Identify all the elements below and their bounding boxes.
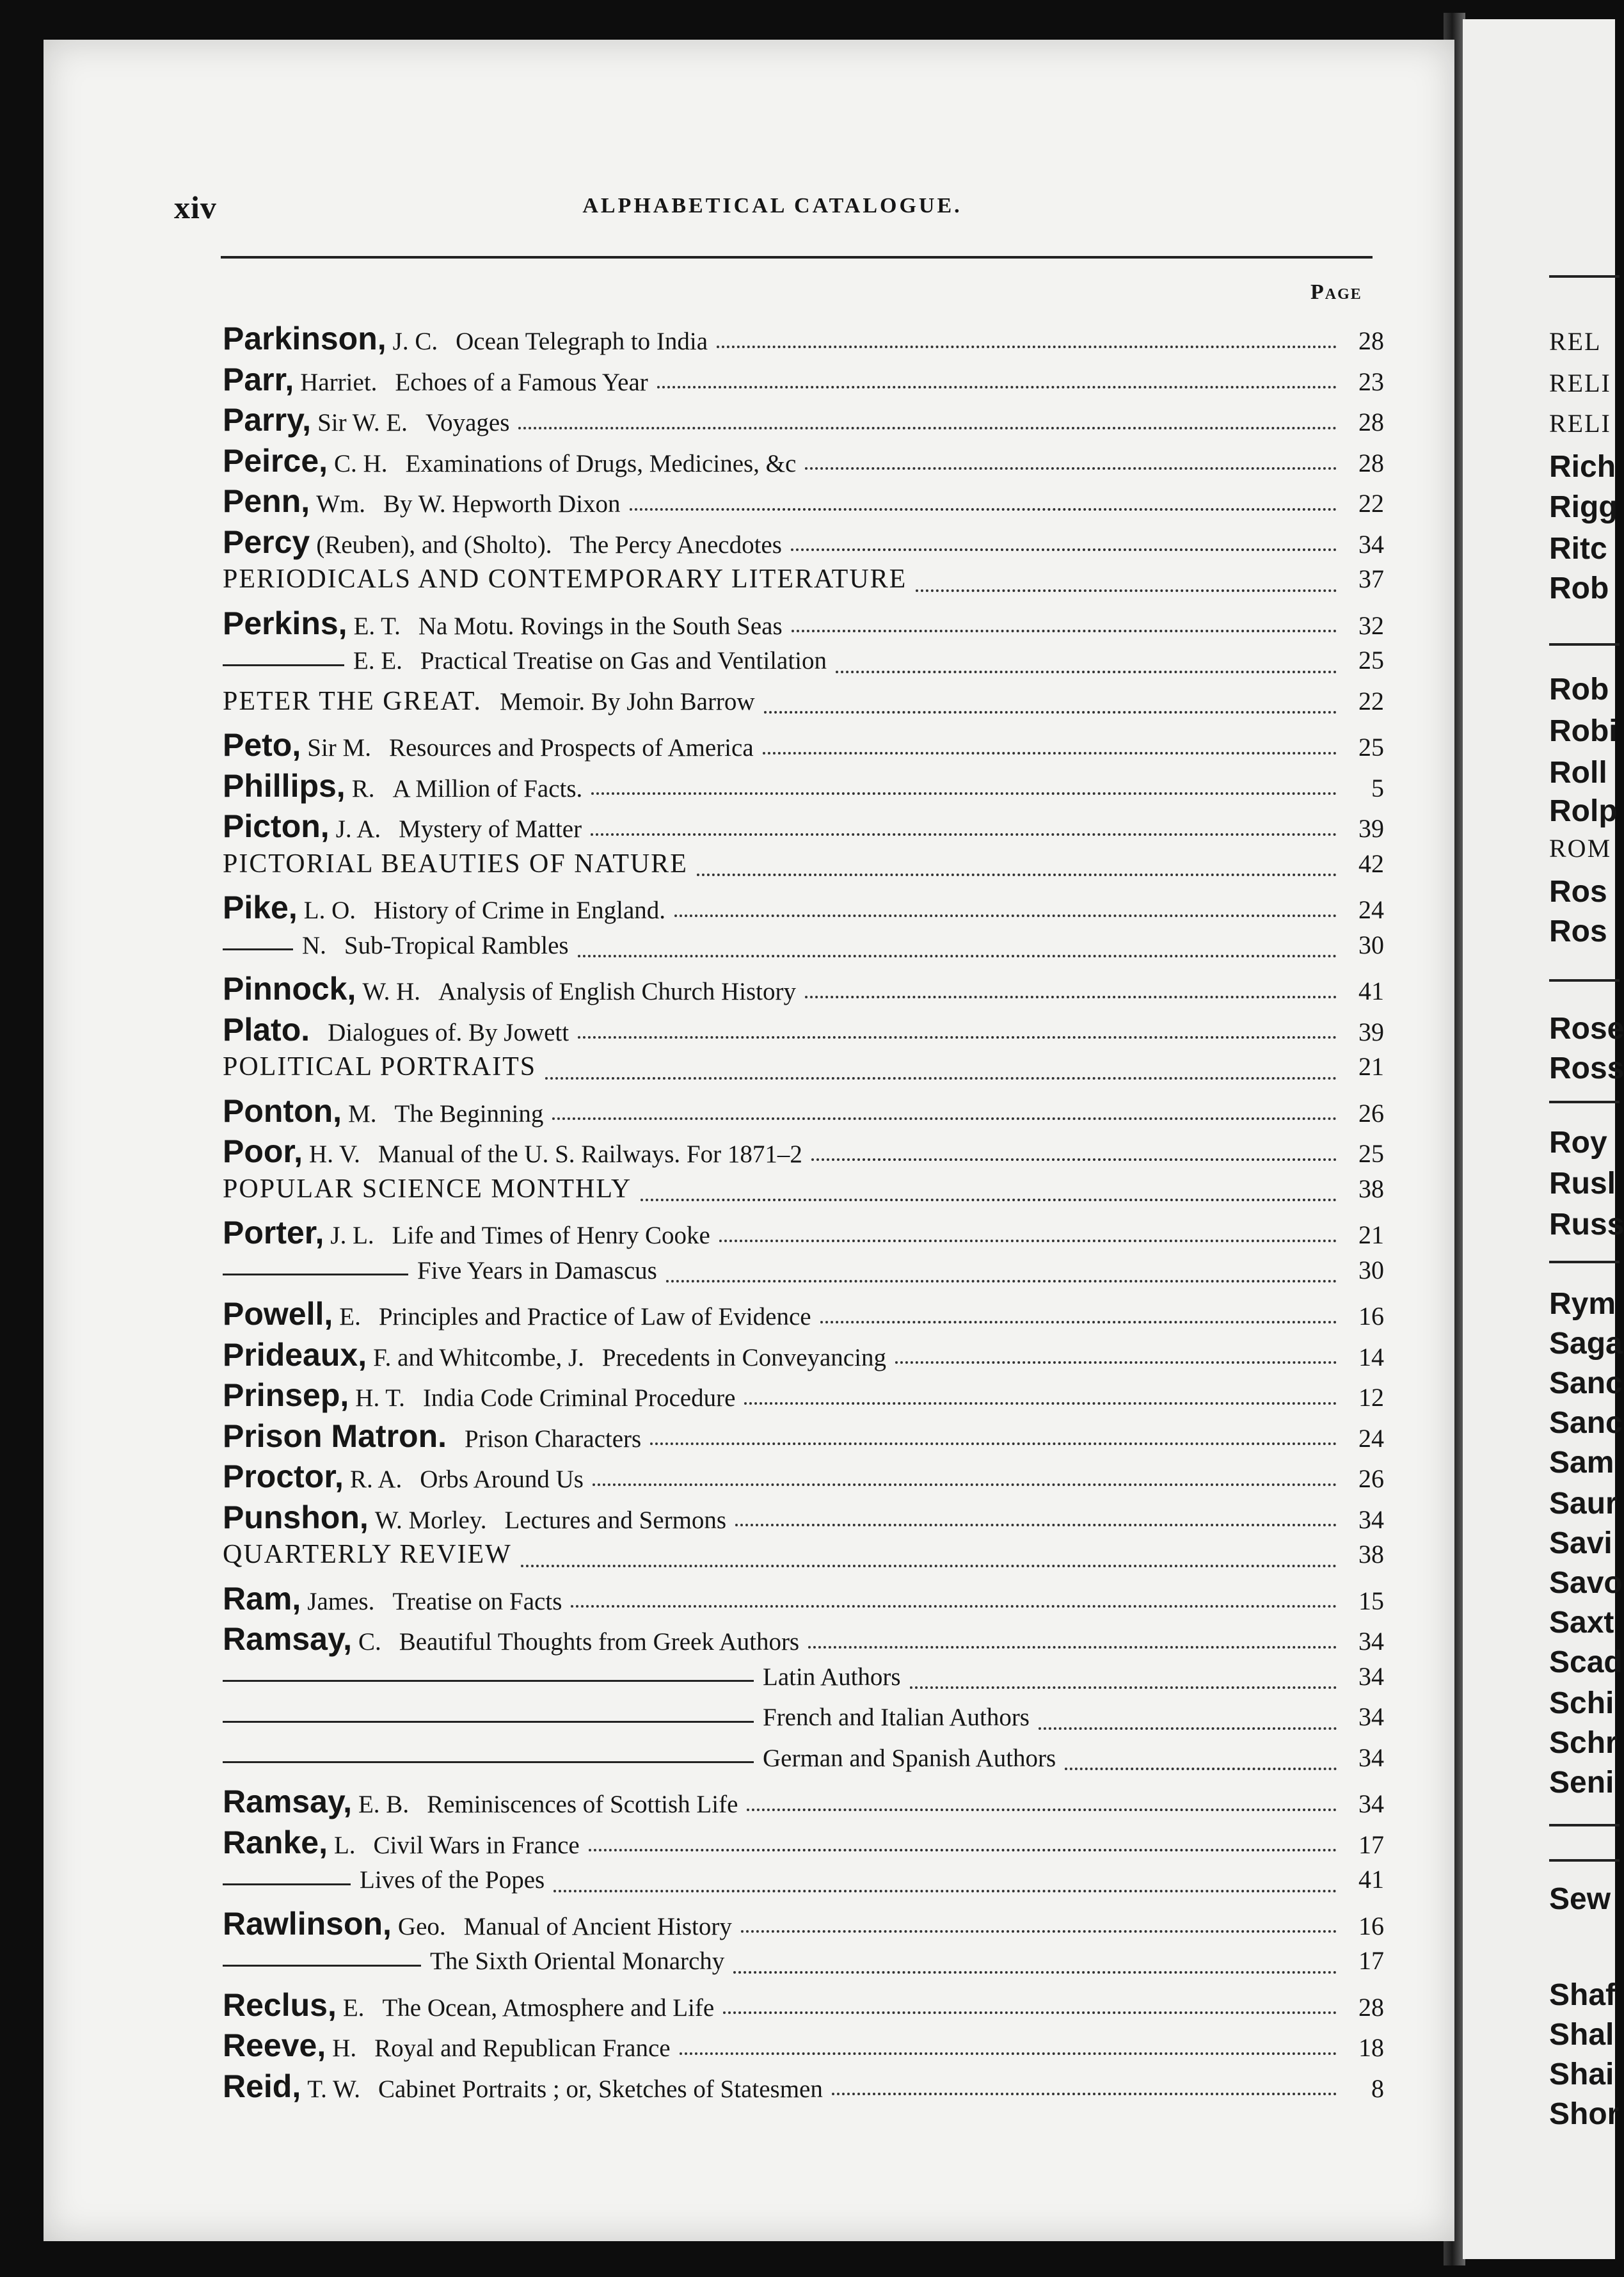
catalogue-entry [223,1620,1384,1660]
entry-page-number: 30 [1358,1255,1384,1284]
entry-given-name: L. [333,1831,356,1859]
facing-page-entry: Roll [1549,756,1607,790]
entry-page-number: 28 [1358,326,1384,355]
ditto-dash [223,1883,351,1885]
entry-title: Analysis of English Church History [438,978,796,1005]
dot-leader [589,1848,1337,1851]
entry-page-number: 25 [1358,1139,1384,1168]
entry-author: Percy [223,523,310,560]
entry-title: Five Years in Damascus [417,1256,657,1284]
dot-leader [836,670,1337,673]
facing-page-entry: Saga [1549,1327,1623,1361]
entry-page-number: 25 [1358,733,1384,762]
entry-given-name: Sir M. [307,734,371,762]
facing-page-entry: Savo [1549,1566,1623,1600]
entry-given-name: Sir W. E. [317,409,408,436]
catalogue-entry [223,1092,1384,1132]
ditto-dash [223,1680,754,1682]
dot-leader [630,507,1337,511]
entry-title: Dialogues of. By Jowett [328,1018,569,1046]
facing-page-entry: Rym [1549,1287,1616,1321]
catalogue-entry [223,1743,1384,1782]
dot-leader [641,1198,1337,1201]
entry-page-number: 34 [1358,1789,1384,1818]
catalogue-entry [223,1945,1384,1985]
facing-page-entry: Rich [1549,450,1616,484]
entry-page-number: 8 [1371,2073,1384,2103]
entry-title: Ocean Telegraph to India [456,328,708,355]
entry-author: Reeve, [223,2027,326,2063]
dot-leader [717,345,1337,348]
entry-title: Civil Wars in France [373,1831,580,1859]
facing-page-entry: Shor [1549,2097,1620,2131]
entry-page-number: 14 [1358,1342,1384,1371]
dot-leader [719,1239,1337,1242]
catalogue-entry [223,1174,1384,1213]
facing-page-entry: Ros [1549,915,1607,948]
dot-leader [811,1158,1337,1161]
entry-title: Beautiful Thoughts from Greek Authors [399,1628,800,1656]
entry-author: Peto, [223,727,301,763]
entry-author: QUARTERLY REVIEW [223,1540,512,1569]
entry-page-number: 39 [1358,814,1384,843]
facing-page-entry: Rob [1549,571,1609,605]
entry-given-name: H. V. [309,1140,360,1168]
dot-leader [805,995,1337,998]
entry-given-name: N. [302,931,326,959]
entry-author: Prison Matron. [223,1418,447,1454]
entry-author: Penn, [223,483,310,519]
facing-page-entry: Ross [1549,1051,1624,1085]
entry-title: The Ocean, Atmosphere and Life [382,1993,715,2022]
entry-author: PICTORIAL BEAUTIES OF NATURE [223,849,688,879]
entry-title: Na Motu. Rovings in the South Seas [418,612,783,640]
entry-author: POLITICAL PORTRAITS [223,1052,537,1082]
catalogue-entry [223,320,1384,360]
catalogue-entry [223,889,1384,929]
entry-given-name: H. [332,2034,357,2062]
catalogue-entry [223,1051,1384,1091]
facing-page-entry: Saxt [1549,1606,1614,1640]
entry-title: Latin Authors [763,1663,901,1691]
entry-title: Treatise on Facts [392,1587,562,1615]
entry-given-name: Harriet. [300,368,378,396]
catalogue-entry [223,2027,1384,2066]
catalogue-entry [223,1133,1384,1172]
catalogue-entry [223,767,1384,807]
entry-title: Practical Treatise on Gas and Ventilation [420,647,827,675]
entry-author: Ponton, [223,1092,342,1129]
entry-title: Manual of the U. S. Railways. For 1871–2 [378,1140,802,1168]
entry-given-name: C. H. [334,449,388,477]
entry-page-number: 15 [1358,1586,1384,1615]
entry-given-name: E. T. [353,612,401,640]
entry-title: Cabinet Portraits ; or, Sketches of Statesmen [378,2075,823,2103]
dot-leader [552,1117,1337,1120]
ditto-dash [223,1721,754,1723]
catalogue-entry [223,1864,1384,1904]
entry-given-name: W. Morley. [374,1506,487,1534]
dot-leader [674,914,1337,917]
entry-author: POPULAR SCIENCE MONTHLY [223,1174,632,1204]
catalogue-entry [223,1011,1384,1051]
facing-page-entry: Robi [1549,714,1618,748]
catalogue-entry [223,645,1384,685]
entry-title: Sub-Tropical Rambles [344,931,569,959]
facing-page-entry: REL [1549,327,1602,356]
running-title: ALPHABETICAL CATALOGUE. [582,194,962,218]
catalogue-entry [223,1702,1384,1741]
dot-leader [578,954,1337,957]
entry-given-name: J. L. [330,1222,374,1249]
dot-leader [820,1320,1337,1323]
entry-title: Voyages [425,409,510,436]
facing-page-entry: RELI [1549,369,1611,397]
entry-author: Parr, [223,361,294,397]
catalogue-entry [223,361,1384,401]
entry-author: Prideaux, [223,1336,367,1373]
entry-given-name: James. [307,1587,375,1615]
entry-title: Lives of the Popes [360,1866,545,1894]
facing-page-entry: Sanc [1549,1406,1623,1440]
entry-page-number: 32 [1358,611,1384,640]
facing-page-entry: Shaf [1549,1978,1616,2012]
entry-title: German and Spanish Authors [763,1744,1056,1772]
catalogue-entry [223,442,1384,482]
entry-title: Orbs Around Us [420,1466,584,1493]
entry-page-number: 25 [1358,646,1384,675]
entry-given-name: J. C. [392,328,438,355]
dot-leader [791,548,1337,551]
dot-leader [733,1970,1337,1974]
facing-page-entry: Sew [1549,1882,1611,1916]
entry-given-name: J. A. [335,815,381,843]
entry-page-number: 17 [1358,1946,1384,1975]
entry-page-number: 12 [1358,1383,1384,1412]
entry-page-number: 28 [1358,408,1384,436]
catalogue-entry [223,1783,1384,1823]
catalogue-entry [223,2068,1384,2107]
entry-page-number: 18 [1358,2033,1384,2062]
entry-page-number: 41 [1358,1865,1384,1894]
entry-title: A Million of Facts. [392,774,583,803]
entry-author: Ranke, [223,1824,328,1860]
entry-given-name: R. A. [349,1466,402,1493]
dot-leader [808,1645,1337,1649]
entry-page-number: 38 [1358,1540,1384,1569]
facing-page-entry: Roy [1549,1126,1607,1160]
entry-page-number: 26 [1358,1464,1384,1493]
catalogue-entry [223,1661,1384,1701]
entry-page-number: 23 [1358,367,1384,396]
catalogue-entry [223,1377,1384,1416]
catalogue-entry [223,726,1384,766]
entry-page-number: 38 [1358,1174,1384,1203]
entry-page-number: 24 [1358,1423,1384,1453]
facing-page-entry: Ros [1549,875,1607,909]
entry-author: Perkins, [223,605,347,641]
ditto-dash [223,1965,421,1967]
entry-title: Reminiscences of Scottish Life [427,1791,738,1818]
entry-page-number: 34 [1358,1661,1384,1691]
entry-page-number: 37 [1358,564,1384,593]
facing-page-entry: Sanc [1549,1366,1623,1400]
catalogue-entry [223,483,1384,522]
dot-leader [741,1929,1337,1933]
entry-given-name: E. [339,1303,361,1330]
catalogue-entry [223,1539,1384,1579]
entry-author: Rawlinson, [223,1905,392,1942]
entry-author: Pinnock, [223,971,356,1007]
ditto-dash [223,664,344,666]
dot-leader [697,873,1337,876]
facing-page-entry: Russ [1549,1208,1624,1242]
entry-author: Powell, [223,1296,333,1332]
facing-page-entry: Rusl [1549,1167,1616,1201]
facing-page-entry: Saur [1549,1487,1618,1521]
entry-author: Porter, [223,1215,324,1250]
entry-page-number: 39 [1358,1017,1384,1046]
entry-author: Proctor, [223,1458,344,1494]
entry-title: Prison Characters [465,1425,642,1453]
entry-page-number: 16 [1358,1302,1384,1330]
catalogue-entry [223,1418,1384,1457]
entry-page-number: 28 [1358,448,1384,477]
entry-page-number: 24 [1358,895,1384,924]
entry-page-number: 34 [1358,1702,1384,1731]
catalogue-entry [223,1986,1384,2026]
catalogue-entry [223,930,1384,970]
dot-leader [735,1523,1337,1526]
entry-page-number: 34 [1358,1743,1384,1772]
entry-author: Phillips, [223,767,346,804]
dot-leader [832,2092,1337,2095]
entry-title: Memoir. By John Barrow [499,687,755,715]
facing-page-entry: ROM [1549,834,1612,863]
catalogue-entry [223,686,1384,726]
facing-page-entry: Ritc [1549,532,1607,566]
facing-page-entry: Savi [1549,1526,1612,1560]
ditto-dash [223,1761,754,1763]
entry-page-number: 21 [1358,1052,1384,1081]
entry-title: Royal and Republican France [374,2034,671,2062]
catalogue-entry [223,564,1384,603]
entry-author: Pike, [223,890,298,925]
dot-leader [747,1808,1337,1811]
catalogue-entry [223,1336,1384,1376]
catalogue-entry [223,1458,1384,1498]
dot-leader [910,1686,1337,1689]
entry-page-number: 34 [1358,1505,1384,1534]
dot-leader [1039,1727,1337,1730]
dot-leader [916,589,1337,592]
entry-author: Ramsay, [223,1621,352,1657]
dot-leader [1065,1767,1337,1770]
entry-given-name: R. [351,774,375,803]
entry-page-number: 22 [1358,489,1384,518]
entry-title: Resources and Prospects of America [388,734,754,762]
dot-leader [518,426,1337,429]
entry-given-name: E. B. [358,1791,410,1818]
ditto-dash [223,948,293,950]
facing-page-entry: Seni [1549,1766,1614,1800]
catalogue-entry [223,1214,1384,1254]
dot-leader [723,2011,1337,2014]
dot-leader [680,2052,1337,2055]
entry-title: By W. Hepworth Dixon [383,490,621,518]
dot-leader [553,1889,1337,1892]
dot-leader [521,1564,1337,1567]
dot-leader [591,792,1337,795]
entry-title: India Code Criminal Procedure [422,1384,736,1412]
entry-title: Mystery of Matter [399,815,582,843]
entry-author: PETER THE GREAT. [223,686,482,716]
entry-page-number: 34 [1358,529,1384,559]
catalogue-entry [223,808,1384,847]
facing-page-entry: Rigg [1549,490,1618,524]
dot-leader [763,751,1337,755]
entry-title: Lectures and Sermons [504,1506,727,1534]
entry-author: Ramsay, [223,1784,352,1819]
catalogue-entry [223,849,1384,888]
entry-given-name: T. W. [307,2075,360,2103]
entry-author: Parkinson, [223,321,386,356]
entry-title: Examinations of Drugs, Medicines, &c [405,449,797,477]
dot-leader [666,1279,1337,1282]
entry-title: History of Crime in England. [374,897,666,924]
entry-author: Peirce, [223,442,328,479]
entry-page-number: 21 [1358,1220,1384,1249]
entry-author: Punshon, [223,1499,369,1535]
entry-page-number: 22 [1358,686,1384,715]
dot-leader [657,385,1337,388]
page-folio: xiv [174,189,217,225]
dot-leader [744,1402,1337,1405]
entry-author: Ram, [223,1580,301,1617]
entry-author: Plato. [223,1011,310,1048]
entry-page-number: 42 [1358,849,1384,878]
entry-given-name: L. O. [303,897,356,924]
entry-given-name: E. [342,1993,365,2022]
catalogue-entry [223,1905,1384,1945]
entry-given-name: H. T. [355,1384,405,1412]
entry-author: Picton, [223,808,330,844]
entry-given-name: F. and Whitcombe, J. [373,1343,584,1371]
entry-page-number: 5 [1371,773,1384,803]
catalogue-entry [223,401,1384,441]
catalogue-entry [223,605,1384,644]
entry-page-number: 34 [1358,1627,1384,1656]
facing-page-entry: Schi [1549,1686,1614,1720]
entry-author: PERIODICALS AND CONTEMPORARY LITERATURE [223,564,907,594]
entry-page-number: 17 [1358,1830,1384,1859]
entry-author: Parry, [223,402,312,438]
facing-page-entry: RELI [1549,409,1611,438]
entry-page-number: 41 [1358,977,1384,1005]
entry-title: Principles and Practice of Law of Evidence [378,1303,811,1330]
facing-page-entry: Sam [1549,1446,1614,1480]
dot-leader [805,467,1337,470]
dot-leader [593,1483,1337,1486]
catalogue-entry [223,1824,1384,1864]
entry-given-name: Geo. [397,1912,446,1940]
dot-leader [792,629,1337,632]
entry-page-number: 30 [1358,930,1384,959]
entry-title: The Percy Anecdotes [569,531,782,559]
entry-given-name: M. [348,1099,377,1128]
entry-page-number: 26 [1358,1098,1384,1128]
entry-page-number: 28 [1358,1992,1384,2022]
entry-given-name: (Reuben), and (Sholto). [316,531,552,559]
entry-title: Life and Times of Henry Cooke [392,1222,710,1249]
facing-page-entry: Scad [1549,1645,1623,1679]
entry-author: Poor, [223,1133,303,1169]
catalogue-entry [223,1499,1384,1538]
entry-given-name: Wm. [316,490,366,518]
facing-page-entry: Schr [1549,1726,1618,1760]
entry-title: Manual of Ancient History [463,1912,732,1940]
entry-author: Prinsep, [223,1377,349,1413]
dot-leader [571,1604,1337,1608]
facing-page-entry: Shai [1549,2057,1614,2091]
facing-page-entry: Rolp [1549,794,1618,828]
dot-leader [591,833,1337,836]
facing-page-entry: Shal [1549,2018,1614,2052]
entry-author: Reclus, [223,1986,337,2023]
catalogue-entry [223,1295,1384,1335]
dot-leader [895,1361,1337,1364]
dot-leader [764,710,1337,714]
facing-page-entry: Rob [1549,673,1609,707]
dot-leader [545,1076,1337,1080]
catalogue-entry [223,1580,1384,1620]
catalogue-entry [223,523,1384,563]
ditto-dash [223,1274,408,1275]
dot-leader [650,1442,1337,1445]
entry-title: Precedents in Conveyancing [601,1343,886,1371]
entry-given-name: W. H. [362,978,421,1005]
entry-title: The Beginning [394,1099,544,1128]
entry-title: The Sixth Oriental Monarchy [430,1947,725,1975]
entry-author: Reid, [223,2068,301,2104]
catalogue-entry [223,970,1384,1010]
entry-title: Echoes of a Famous Year [395,368,648,396]
facing-page-entry: Rose [1549,1012,1624,1046]
page-column-label: Page [1310,280,1362,304]
entry-given-name: E. E. [353,647,402,675]
entry-given-name: C. [358,1628,381,1656]
dot-leader [578,1035,1337,1039]
entry-title: French and Italian Authors [763,1704,1030,1731]
entry-page-number: 16 [1358,1911,1384,1940]
catalogue-entry [223,1255,1384,1295]
